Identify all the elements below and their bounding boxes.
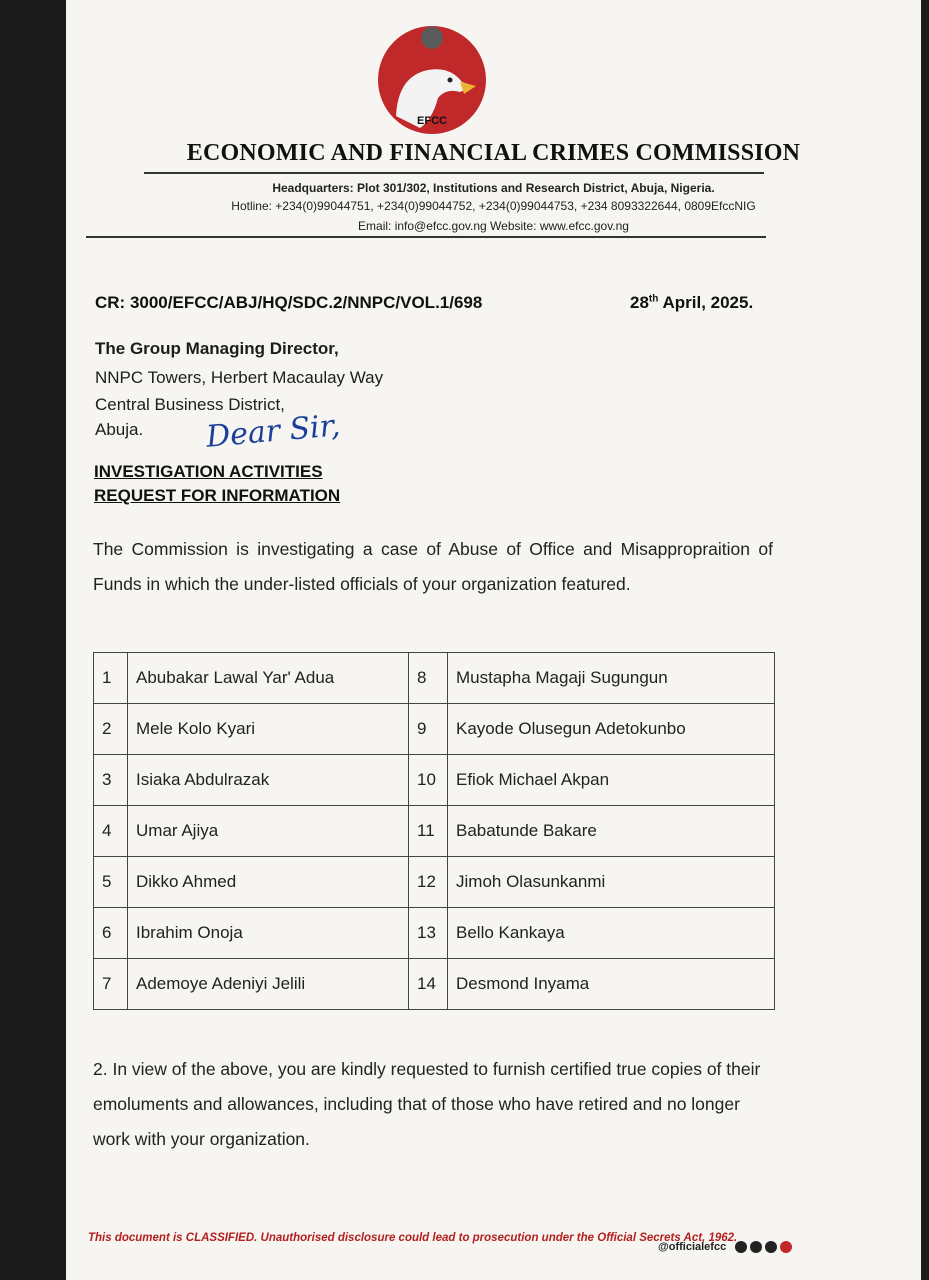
official-name: Mele Kolo Kyari	[128, 704, 409, 755]
recipient-title: The Group Managing Director,	[95, 339, 339, 358]
official-number: 11	[409, 806, 448, 857]
efcc-eagle-logo-icon	[376, 24, 488, 136]
logo-text: EFCC	[417, 115, 447, 127]
twitter-icon	[750, 1241, 762, 1253]
official-name: Umar Ajiya	[128, 806, 409, 857]
subject-line-2: REQUEST FOR INFORMATION	[94, 486, 341, 505]
official-name: Desmond Inyama	[448, 959, 775, 1010]
official-number: 7	[94, 959, 128, 1010]
headquarters-address: Headquarters: Plot 301/302, Institutions and Research District, Abuja, Nigeria.	[272, 181, 715, 195]
official-number: 6	[94, 908, 128, 959]
table-row	[94, 908, 775, 959]
official-number: 14	[409, 959, 448, 1010]
official-name: Jimoh Olasunkanmi	[448, 857, 775, 908]
table-row	[94, 959, 775, 1010]
official-number: 2	[94, 704, 128, 755]
social-handle: @officialefcc	[658, 1241, 727, 1253]
official-name: Efiok Michael Akpan	[448, 755, 775, 806]
official-number: 13	[409, 908, 448, 959]
recipient-address-line: Central Business District,	[95, 395, 285, 414]
table-row	[94, 704, 775, 755]
body-paragraph-1: The Commission is investigating a case of Abuse of Office and Misappropraition of Funds in which the under-listed officials of your organization featured.	[93, 539, 773, 594]
official-number: 3	[94, 755, 128, 806]
subject-line-1: INVESTIGATION ACTIVITIES	[94, 462, 323, 481]
official-name: Mustapha Magaji Sugungun	[448, 653, 775, 704]
hotline-numbers: Hotline: +234(0)99044751, +234(0)99044752, +234(0)99044753, +234 8093322644, 0809EfccNIG	[231, 199, 756, 213]
official-name: Kayode Olusegun Adetokunbo	[448, 704, 775, 755]
social-media-icons	[734, 1240, 798, 1254]
official-number: 8	[409, 653, 448, 704]
official-name: Dikko Ahmed	[128, 857, 409, 908]
official-name: Ibrahim Onoja	[128, 908, 409, 959]
body-paragraph-2: 2. In view of the above, you are kindly requested to furnish certified true copies of their emoluments and allowances, including that of those who have retired and no longer work with your organization.	[93, 1059, 761, 1149]
reference-number: CR: 3000/EFCC/ABJ/HQ/SDC.2/NNPC/VOL.1/698	[95, 293, 483, 312]
official-number: 1	[94, 653, 128, 704]
official-number: 5	[94, 857, 128, 908]
instagram-icon	[765, 1241, 777, 1253]
table-row	[94, 653, 775, 704]
header-rule-bottom	[86, 236, 766, 238]
classified-notice: This document is CLASSIFIED. Unauthorised disclosure could lead to prosecution under the Official Secrets Act, 1962.	[88, 1232, 738, 1244]
youtube-icon	[780, 1241, 792, 1253]
header-rule-top	[144, 172, 764, 174]
recipient-city: Abuja.	[95, 420, 144, 439]
official-name: Abubakar Lawal Yar' Adua	[128, 653, 409, 704]
official-number: 10	[409, 755, 448, 806]
table-row	[94, 857, 775, 908]
handwritten-salutation: Dear Sir,	[204, 408, 342, 455]
official-name: Ademoye Adeniyi Jelili	[128, 959, 409, 1010]
official-number: 9	[409, 704, 448, 755]
official-number: 12	[409, 857, 448, 908]
official-name: Isiaka Abdulrazak	[128, 755, 409, 806]
organization-name: ECONOMIC AND FINANCIAL CRIMES COMMISSION	[186, 140, 801, 166]
official-number: 4	[94, 806, 128, 857]
official-name: Bello Kankaya	[448, 908, 775, 959]
letter-page	[66, 0, 921, 1280]
table-row	[94, 806, 775, 857]
facebook-icon	[735, 1241, 747, 1253]
officials-table	[93, 652, 775, 1010]
recipient-address-line: NNPC Towers, Herbert Macaulay Way	[95, 368, 384, 387]
letter-date: 28th April, 2025.	[630, 293, 754, 312]
official-name: Babatunde Bakare	[448, 806, 775, 857]
table-row	[94, 755, 775, 806]
email-website: Email: info@efcc.gov.ng Website: www.efcc.gov.ng	[358, 219, 629, 233]
